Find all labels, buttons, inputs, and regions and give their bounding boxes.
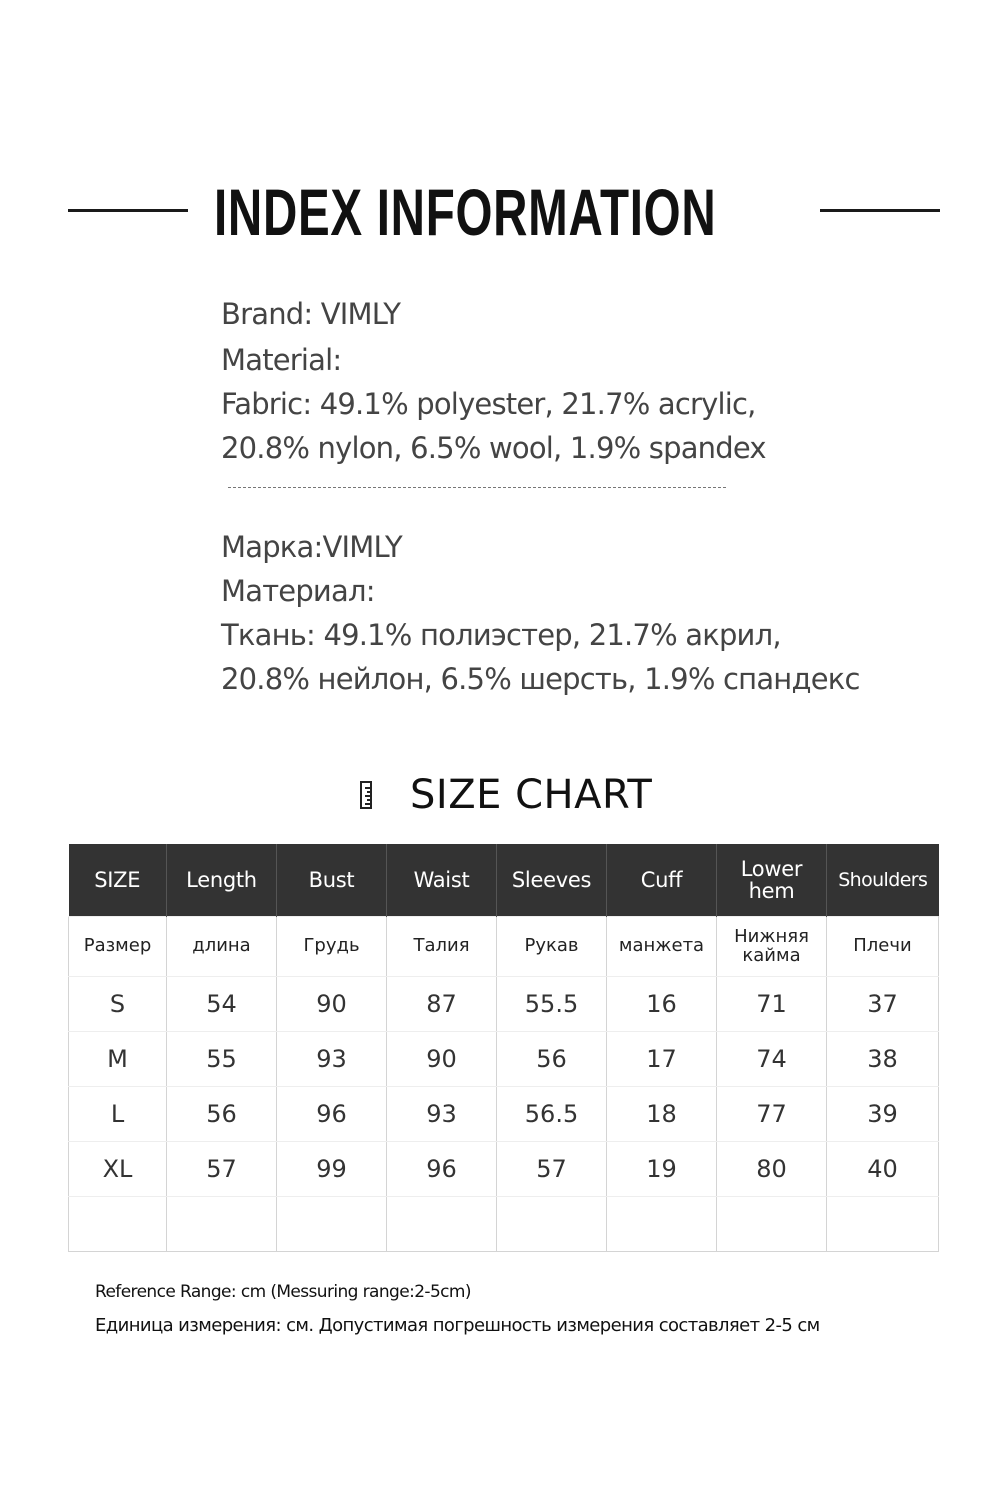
cell-sleeves: 56 xyxy=(497,1031,607,1086)
cell-bust: 99 xyxy=(277,1141,387,1196)
empty-cell xyxy=(277,1196,387,1251)
page-title: INDEX INFORMATION xyxy=(214,175,717,249)
fabric-line-2: 20.8% nylon, 6.5% wool, 1.9% spandex xyxy=(221,431,766,465)
size-chart-title: SIZE CHART xyxy=(410,772,653,818)
column-header-bust: Bust xyxy=(277,844,387,916)
column-header-size: SIZE xyxy=(69,844,167,916)
cell-lower-hem: 74 xyxy=(717,1031,827,1086)
empty-cell xyxy=(717,1196,827,1251)
empty-cell xyxy=(827,1196,939,1251)
cell-waist: 93 xyxy=(387,1086,497,1141)
column-header-cuff-ru: манжета xyxy=(607,916,717,976)
cell-shoulders: 40 xyxy=(827,1141,939,1196)
cell-length: 56 xyxy=(167,1086,277,1141)
table-row-s xyxy=(69,976,939,1031)
header-row-russian xyxy=(69,916,939,976)
cell-sleeves: 56.5 xyxy=(497,1086,607,1141)
table-row-m xyxy=(69,1031,939,1086)
cell-cuff: 18 xyxy=(607,1086,717,1141)
cell-bust: 90 xyxy=(277,976,387,1031)
empty-cell xyxy=(497,1196,607,1251)
column-header-length: Length xyxy=(167,844,277,916)
column-header-sleeves: Sleeves xyxy=(497,844,607,916)
column-header-cuff: Cuff xyxy=(607,844,717,916)
cell-size: S xyxy=(69,976,167,1031)
cell-shoulders: 39 xyxy=(827,1086,939,1141)
cell-sleeves: 57 xyxy=(497,1141,607,1196)
cell-lower-hem: 77 xyxy=(717,1086,827,1141)
column-header-shoulders-ru: Плечи xyxy=(827,916,939,976)
brand-line: Brand: VIMLY xyxy=(221,297,401,331)
cell-shoulders: 38 xyxy=(827,1031,939,1086)
material-label: Material: xyxy=(221,343,342,377)
cell-waist: 96 xyxy=(387,1141,497,1196)
title-rule-left xyxy=(68,209,188,212)
cell-shoulders: 37 xyxy=(827,976,939,1031)
cell-size: M xyxy=(69,1031,167,1086)
brand-line-ru: Марка:VIMLY xyxy=(221,530,402,564)
reference-range-note: Reference Range: cm (Messuring range:2-5cm) xyxy=(95,1282,471,1302)
empty-cell xyxy=(607,1196,717,1251)
column-header-waist: Waist xyxy=(387,844,497,916)
empty-cell xyxy=(69,1196,167,1251)
size-chart-table xyxy=(68,844,939,1252)
column-header-sleeves-ru: Рукав xyxy=(497,916,607,976)
product-info-english xyxy=(221,292,766,470)
cell-bust: 93 xyxy=(277,1031,387,1086)
cell-size: L xyxy=(69,1086,167,1141)
cell-cuff: 17 xyxy=(607,1031,717,1086)
cell-size: XL xyxy=(69,1141,167,1196)
size-chart-heading xyxy=(360,768,652,822)
fabric-line-2-ru: 20.8% нейлон, 6.5% шерсть, 1.9% спандекс xyxy=(221,662,860,696)
dashed-divider xyxy=(228,487,726,488)
column-header-length-ru: длина xyxy=(167,916,277,976)
reference-range-note-ru: Единица измерения: см. Допустимая погрешность измерения составляет 2-5 см xyxy=(95,1315,820,1336)
cell-sleeves: 55.5 xyxy=(497,976,607,1031)
cell-cuff: 16 xyxy=(607,976,717,1031)
cell-bust: 96 xyxy=(277,1086,387,1141)
cell-length: 55 xyxy=(167,1031,277,1086)
cell-length: 57 xyxy=(167,1141,277,1196)
column-header-bust-ru: Грудь xyxy=(277,916,387,976)
fabric-line-1-ru: Ткань: 49.1% полиэстер, 21.7% акрил, xyxy=(221,618,781,652)
header-row-english xyxy=(69,844,939,916)
column-header-shoulders: Shoulders xyxy=(827,844,939,916)
empty-cell xyxy=(167,1196,277,1251)
fabric-line-1: Fabric: 49.1% polyester, 21.7% acrylic, xyxy=(221,387,756,421)
title-rule-right xyxy=(820,209,940,212)
table-row-l xyxy=(69,1086,939,1141)
cell-lower-hem: 71 xyxy=(717,976,827,1031)
product-info-russian xyxy=(221,525,860,701)
table-row-xl xyxy=(69,1141,939,1196)
column-header-lower-hem: Lower hem xyxy=(717,844,827,916)
table-row-empty xyxy=(69,1196,939,1251)
index-information-header xyxy=(0,172,1000,252)
measurement-notes xyxy=(95,1278,820,1340)
empty-cell xyxy=(387,1196,497,1251)
column-header-size-ru: Размер xyxy=(69,916,167,976)
column-header-lower-hem-ru: Нижняя кайма xyxy=(717,916,827,976)
ruler-icon xyxy=(360,781,372,809)
cell-waist: 87 xyxy=(387,976,497,1031)
column-header-waist-ru: Талия xyxy=(387,916,497,976)
material-label-ru: Материал: xyxy=(221,574,375,608)
cell-lower-hem: 80 xyxy=(717,1141,827,1196)
cell-length: 54 xyxy=(167,976,277,1031)
cell-waist: 90 xyxy=(387,1031,497,1086)
cell-cuff: 19 xyxy=(607,1141,717,1196)
